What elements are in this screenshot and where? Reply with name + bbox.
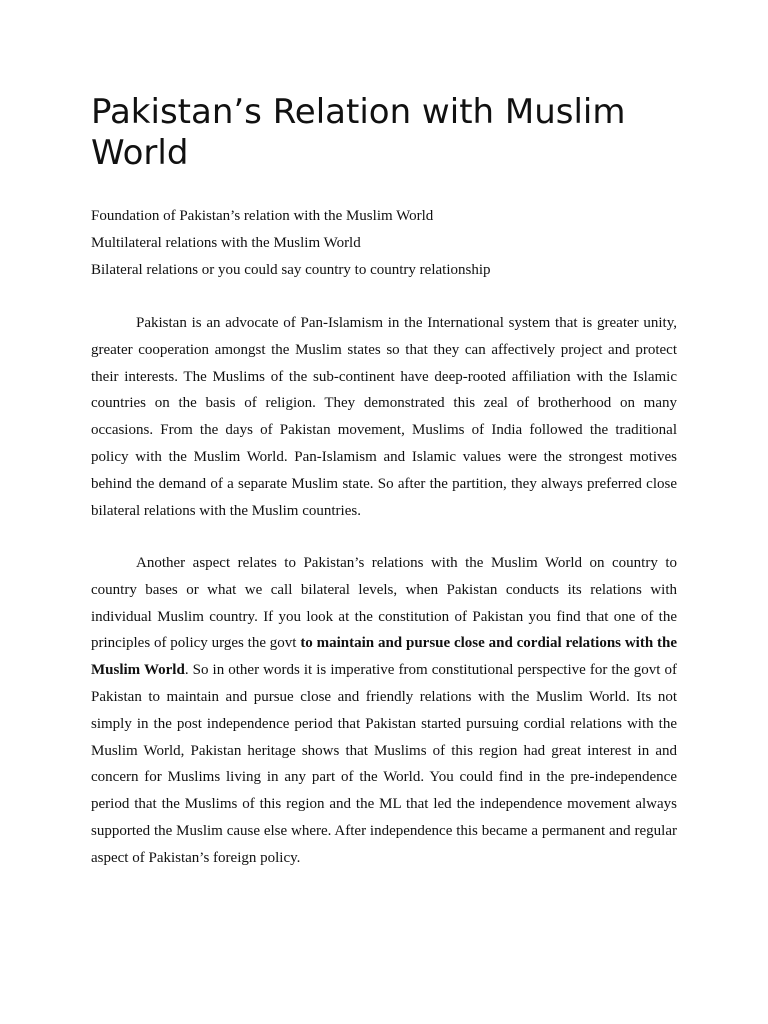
document-title: Pakistan’s Relation with Muslim World — [91, 92, 626, 173]
paragraph-text: Another aspect relates to Pakistan’s relations with the Muslim World on country to country bases or what we call bilateral levels, when Pakistan conducts its relations with individual Muslim country. If you look at the constitution of Pakistan you find that one of the principles of policy urges the govt — [91, 555, 677, 652]
outline-item: Bilateral relations or you could say country to country relationship — [91, 262, 491, 278]
topic-outline — [91, 203, 691, 284]
paragraph-text: . So in other words it is imperative from constitutional perspective for the govt of Pakistan to maintain and pursue close and friendly relations with the Muslim World. Its not simply in the post independence period that Pakistan started pursuing cordial relations with the Muslim World, Pakistan heritage shows that Muslims of this region had great interest in and concern for Muslims living in any part of the World. You could find in the pre-independence period that the Muslims of this region and the ML that led the independence movement always supported the Muslim cause else where. After independence this became a permanent and regular aspect of Pakistan’s foreign policy. — [91, 662, 677, 866]
emphasized-text: to maintain and pursue close and cordial relations with the Muslim World — [91, 635, 677, 679]
body-paragraph — [91, 550, 677, 872]
body-paragraph: Pakistan is an advocate of Pan-Islamism in the International system that is greater unity, greater cooperation amongst the Muslim states so that they can affectively project and protect their interests. The Muslims of the sub-continent have deep-rooted affiliation with the Islamic countries on the basis of religion. They demonstrated this zeal of brotherhood on many occasions. From the days of Pakistan movement, Muslims of India followed the traditional policy with the Muslim World. Pan-Islamism and Islamic values were the strongest motives behind the demand of a separate Muslim state. So after the partition, they always preferred close bilateral relations with the Muslim countries. — [91, 315, 677, 519]
outline-item: Multilateral relations with the Muslim World — [91, 235, 361, 251]
outline-item: Foundation of Pakistan’s relation with the Muslim World — [91, 208, 434, 224]
